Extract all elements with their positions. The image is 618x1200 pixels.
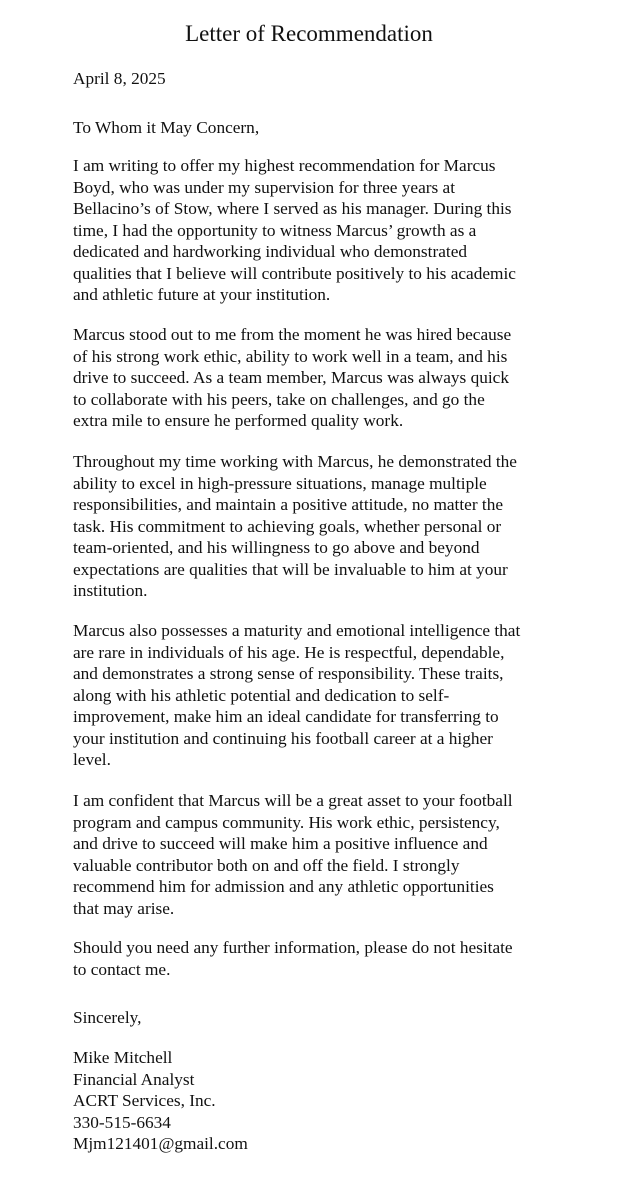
- paragraph-line: along with his athletic potential and dedication to self-: [73, 685, 450, 705]
- paragraph-4: [73, 620, 553, 771]
- paragraph-line: extra mile to ensure he performed quality work.: [73, 411, 404, 430]
- paragraph-line: Marcus also possesses a maturity and emotional intelligence that: [73, 621, 521, 640]
- paragraph-line: valuable contributor both on and off the field. I strongly: [73, 855, 460, 875]
- paragraph-line: Throughout my time working with Marcus, he demonstrated the: [73, 452, 517, 471]
- paragraph-line: Boyd, who was under my supervision for three years at: [73, 177, 456, 197]
- letter-title: Letter of Recommendation: [185, 21, 433, 46]
- paragraph-line: and demonstrates a strong sense of responsibility. These traits,: [73, 664, 504, 683]
- paragraph-line: time, I had the opportunity to witness Marcus’ growth as a: [73, 220, 477, 240]
- salutation: To Whom it May Concern,: [73, 118, 260, 137]
- paragraph-line: of his strong work ethic, ability to work well in a team, and his: [73, 346, 508, 366]
- paragraph-line: to contact me.: [73, 959, 171, 979]
- signature-email: Mjm121401@gmail.com: [73, 1134, 248, 1153]
- paragraph-line: and athletic future at your institution.: [73, 285, 331, 304]
- signature-name: Mike Mitchell: [73, 1048, 173, 1067]
- signature-title: Financial Analyst: [73, 1069, 195, 1089]
- paragraph-line: expectations are qualities that will be invaluable to him at your: [73, 559, 508, 579]
- letter-date: April 8, 2025: [73, 69, 166, 88]
- paragraph-2: [73, 324, 553, 432]
- paragraph-5: [73, 790, 553, 919]
- paragraph-line: recommend him for admission and any athletic opportunities: [73, 877, 494, 896]
- signature-company: ACRT Services, Inc.: [73, 1091, 216, 1110]
- paragraph-line: I am confident that Marcus will be a great asset to your football: [73, 791, 513, 810]
- paragraph-line: qualities that I believe will contribute positively to his academic: [73, 263, 516, 283]
- paragraph-line: Marcus stood out to me from the moment he was hired because: [73, 325, 512, 344]
- paragraph-line: I am writing to offer my highest recommendation for Marcus: [73, 156, 496, 175]
- paragraph-line: and drive to succeed will make him a positive influence and: [73, 834, 488, 853]
- paragraph-line: ability to excel in high-pressure situations, manage multiple: [73, 473, 487, 493]
- paragraph-line: dedicated and hardworking individual who demonstrated: [73, 242, 468, 261]
- paragraph-line: responsibilities, and maintain a positive attitude, no matter the: [73, 495, 504, 514]
- paragraph-line: Bellacino’s of Stow, where I served as his manager. During this: [73, 199, 512, 218]
- paragraph-line: that may arise.: [73, 898, 175, 918]
- signature-block: [73, 1047, 553, 1155]
- paragraph-line: improvement, make him an ideal candidate for transferring to: [73, 707, 499, 726]
- paragraph-line: level.: [73, 750, 111, 769]
- closing: Sincerely,: [73, 1008, 142, 1027]
- paragraph-line: Should you need any further information, please do not hesitate: [73, 938, 513, 957]
- paragraph-6: [73, 937, 553, 980]
- paragraph-line: to collaborate with his peers, take on challenges, and go the: [73, 389, 485, 409]
- paragraph-1: [73, 155, 553, 306]
- paragraph-line: institution.: [73, 581, 148, 600]
- paragraph-line: team-oriented, and his willingness to go above and beyond: [73, 538, 480, 557]
- signature-phone: 330-515-6634: [73, 1112, 171, 1132]
- paragraph-3: [73, 451, 553, 602]
- paragraph-line: drive to succeed. As a team member, Marcus was always quick: [73, 368, 509, 387]
- paragraph-line: are rare in individuals of his age. He is respectful, dependable,: [73, 642, 505, 662]
- paragraph-line: program and campus community. His work ethic, persistency,: [73, 812, 500, 832]
- paragraph-line: task. His commitment to achieving goals, whether personal or: [73, 516, 502, 536]
- paragraph-line: your institution and continuing his football career at a higher: [73, 728, 493, 748]
